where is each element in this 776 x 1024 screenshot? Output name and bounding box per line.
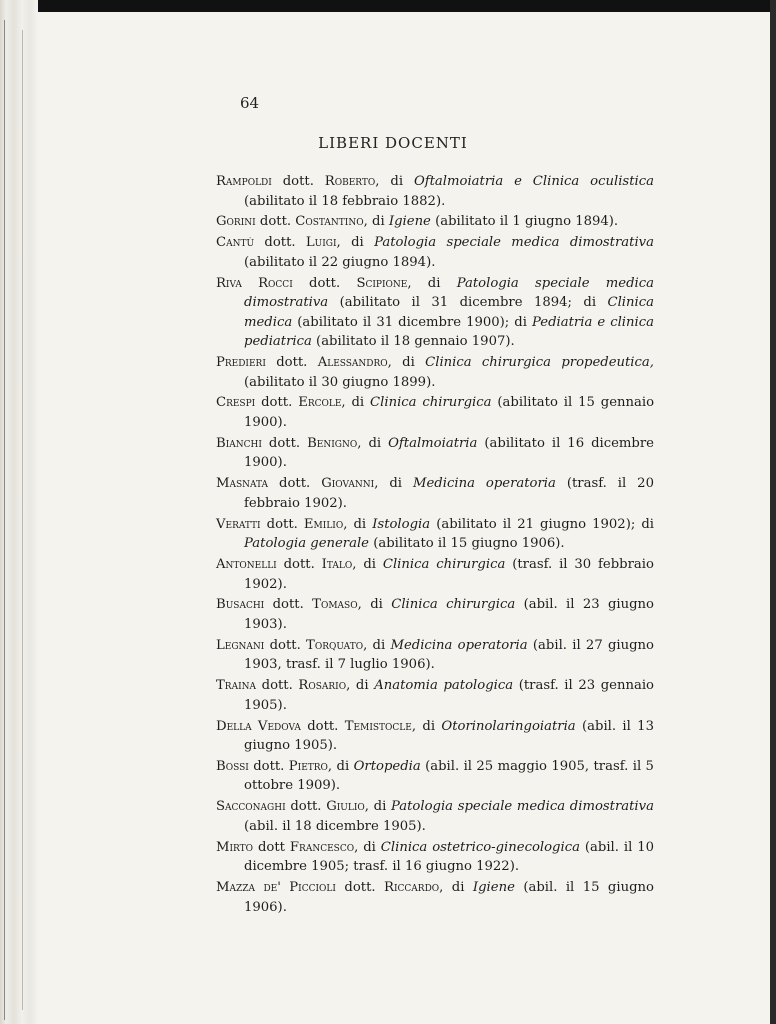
- entry-details: (abilitato il 1 giugno 1894).: [435, 214, 619, 230]
- list-item: [216, 595, 654, 634]
- entry-preposition: di: [336, 758, 350, 774]
- list-item: [216, 515, 654, 554]
- entry-surname: Predieri: [216, 355, 266, 371]
- entry-details: (abil. il 15 giugno 1906).: [244, 880, 654, 915]
- entry-details: (abilitato il 18 febbraio 1882).: [244, 193, 446, 209]
- entry-surname: Veratti: [216, 516, 261, 532]
- entry-title: dott.: [259, 214, 292, 230]
- entry-surname: Rampoldi: [216, 174, 272, 189]
- entry-given-name: Temistocle,: [344, 718, 417, 734]
- entry-subject-2: Patologia generale: [244, 536, 369, 552]
- entry-details: (abilitato il 22 giugno 1894).: [244, 254, 436, 270]
- entry-details: (trasf. il 23 gennaio 1905).: [244, 678, 654, 713]
- entry-title: dott.: [279, 476, 311, 492]
- entry-subject: Clinica ostetrico-ginecologica: [380, 839, 580, 855]
- list-item: [216, 274, 654, 352]
- entry-given-name: Italo,: [321, 557, 357, 573]
- list-item: [216, 717, 654, 756]
- entry-subject: Oftalmoiatria: [388, 435, 478, 451]
- entry-given-name: Roberto,: [324, 174, 380, 189]
- entry-details: (abil. il 27 giugno 1903, trasf. il 7 luglio 1906).: [244, 637, 654, 673]
- entry-title: dott.: [272, 597, 304, 613]
- entry-details: (abil. il 23 giugno 1903).: [244, 597, 654, 632]
- entry-title: dott.: [266, 516, 298, 532]
- entry-preposition: di: [355, 678, 369, 694]
- entry-preposition: di: [451, 880, 465, 896]
- entry-details: (abil. il 25 maggio 1905, trasf. il 5 ottobre 1909).: [244, 758, 654, 794]
- entry-given-name: Emilio,: [303, 516, 348, 532]
- entry-subject: Igiene: [472, 880, 515, 896]
- entry-preposition: di: [370, 597, 383, 613]
- entry-details: (abilitato il 31 dicembre 1894; di: [339, 295, 597, 311]
- entry-preposition: di: [351, 235, 364, 251]
- list-item: [216, 233, 654, 272]
- entry-preposition: di: [389, 476, 403, 492]
- page-title: LIBERI DOCENTI: [318, 134, 468, 152]
- entry-given-name: Torquato,: [306, 637, 368, 653]
- entry-title: dott.: [344, 880, 376, 896]
- entry-surname: Busachi: [216, 597, 265, 613]
- entry-subject: Oftalmoiatria e Clinica oculistica: [413, 174, 654, 189]
- entry-title: dott.: [282, 174, 314, 189]
- entry-subject: Clinica chirurgica: [370, 395, 492, 411]
- list-item: [216, 757, 654, 796]
- entry-surname: Della Vedova: [216, 718, 301, 734]
- entry-subject: Clinica chirurgica propedeutica,: [425, 355, 654, 371]
- entry-given-name: Pietro,: [288, 758, 333, 774]
- entry-given-name: Costantino,: [295, 214, 368, 230]
- entry-surname: Gorini: [216, 214, 256, 230]
- entry-details: (abil. il 10 dicembre 1905; trasf. il 16 giugno 1922).: [244, 839, 654, 875]
- entry-title: dott.: [309, 275, 341, 291]
- entry-surname: Mazza de' Piccioli: [216, 880, 336, 896]
- entry-given-name: Rosario,: [298, 678, 351, 694]
- entry-subject: Patologia speciale medica dimostrativa: [244, 275, 654, 311]
- entry-details: (abilitato il 30 giugno 1899).: [244, 374, 436, 390]
- entry-surname: Crespi: [216, 395, 256, 411]
- entry-preposition: di: [372, 214, 385, 230]
- entry-subject: Medicina operatoria: [390, 637, 528, 653]
- entry-preposition: di: [390, 174, 404, 189]
- entry-surname: Antonelli: [216, 557, 277, 573]
- list-item: [216, 172, 654, 211]
- entry-given-name: Ercole,: [298, 395, 346, 411]
- entry-details-2: (abilitato il 31 dicembre 1900); di: [297, 314, 527, 330]
- entry-title: dott: [257, 839, 285, 855]
- entry-preposition: di: [363, 839, 376, 855]
- entry-subject: Medicina operatoria: [413, 476, 556, 492]
- entry-surname: Cantù: [216, 235, 255, 251]
- entry-details: (abilitato il 15 gennaio 1900).: [244, 395, 655, 430]
- entry-details: (trasf. il 20 febbraio 1902).: [244, 476, 654, 511]
- entry-given-name: Francesco,: [289, 839, 359, 855]
- entry-given-name: Scipione,: [356, 275, 412, 291]
- entry-title: dott.: [253, 758, 285, 774]
- entry-given-name: Benigno,: [307, 435, 362, 451]
- scan-top-border: [0, 0, 776, 12]
- scan-right-border: [770, 0, 776, 1024]
- entry-preposition: di: [353, 516, 367, 532]
- entry-subject: Clinica chirurgica: [382, 557, 506, 573]
- entries-list: [216, 172, 654, 919]
- entry-subject: Patologia speciale medica dimostrativa: [390, 799, 654, 815]
- entry-title: dott.: [268, 435, 301, 451]
- entry-title: dott.: [290, 799, 322, 815]
- entry-title: dott.: [307, 718, 339, 734]
- entry-title: dott.: [264, 235, 296, 251]
- entry-subject: Clinica chirurgica: [391, 597, 516, 613]
- entry-given-name: Tomaso,: [312, 597, 362, 613]
- entry-surname: Masnata: [216, 476, 269, 492]
- entry-preposition: di: [373, 799, 387, 815]
- entry-subject: Anatomia patologica: [374, 678, 514, 694]
- entry-surname: Sacconaghi: [216, 799, 286, 815]
- entry-preposition: di: [363, 557, 376, 573]
- list-item: [216, 838, 654, 877]
- entry-preposition: di: [351, 395, 365, 411]
- entry-details-3: (abilitato il 18 gennaio 1907).: [316, 334, 515, 350]
- entry-surname: Bossi: [216, 758, 249, 774]
- page-number: 64: [240, 94, 260, 112]
- list-item: [216, 878, 654, 917]
- entry-given-name: Riccardo,: [384, 880, 444, 896]
- entry-given-name: Luigi,: [305, 235, 341, 251]
- entry-details-2: (abilitato il 15 giugno 1906).: [373, 536, 565, 552]
- entry-preposition: di: [402, 355, 415, 371]
- entry-details: (abilitato il 21 giugno 1902); di: [436, 516, 654, 532]
- entry-given-name: Alessandro,: [317, 355, 392, 371]
- entry-details: (trasf. il 30 febbraio 1902).: [244, 557, 654, 592]
- list-item: [216, 393, 654, 432]
- entry-given-name: Giovanni,: [321, 476, 379, 492]
- entry-subject: Igiene: [388, 214, 431, 230]
- entry-subject: Ortopedia: [353, 758, 421, 774]
- entry-preposition: di: [422, 718, 436, 734]
- list-item: [216, 797, 654, 836]
- entry-preposition: di: [368, 435, 382, 451]
- list-item: [216, 474, 654, 513]
- list-item: [216, 636, 654, 675]
- list-item: [216, 353, 654, 392]
- entry-subject: Istologia: [372, 516, 431, 532]
- entry-title: dott.: [276, 355, 308, 371]
- entry-title: dott.: [269, 637, 301, 653]
- entry-surname: Riva Rocci: [216, 275, 293, 291]
- entry-title: dott.: [283, 557, 315, 573]
- entry-details: (abil. il 13 giugno 1905).: [244, 718, 654, 754]
- entry-title: dott.: [261, 395, 293, 411]
- entry-surname: Traina: [216, 678, 257, 694]
- entry-title: dott.: [261, 678, 293, 694]
- entry-subject-3: Pediatria e clinica pediatrica: [244, 314, 654, 350]
- entry-details: (abil. il 18 dicembre 1905).: [244, 818, 426, 834]
- entry-subject-2: Clinica medica: [244, 295, 654, 330]
- entry-surname: Bianchi: [216, 435, 262, 451]
- list-item: [216, 676, 654, 715]
- entry-surname: Mirto: [216, 839, 254, 855]
- entry-subject: Otorinolaringoiatria: [441, 718, 576, 734]
- entry-surname: Legnani: [216, 637, 265, 653]
- book-gutter: [0, 0, 38, 1024]
- entry-preposition: di: [427, 275, 441, 291]
- entry-subject: Patologia speciale medica dimostrativa: [374, 235, 654, 251]
- entry-given-name: Giulio,: [326, 799, 369, 815]
- list-item: [216, 434, 654, 473]
- entry-details: (abilitato il 16 dicembre 1900).: [244, 435, 654, 471]
- list-item: [216, 555, 654, 594]
- list-item: [216, 212, 654, 232]
- entry-preposition: di: [372, 637, 386, 653]
